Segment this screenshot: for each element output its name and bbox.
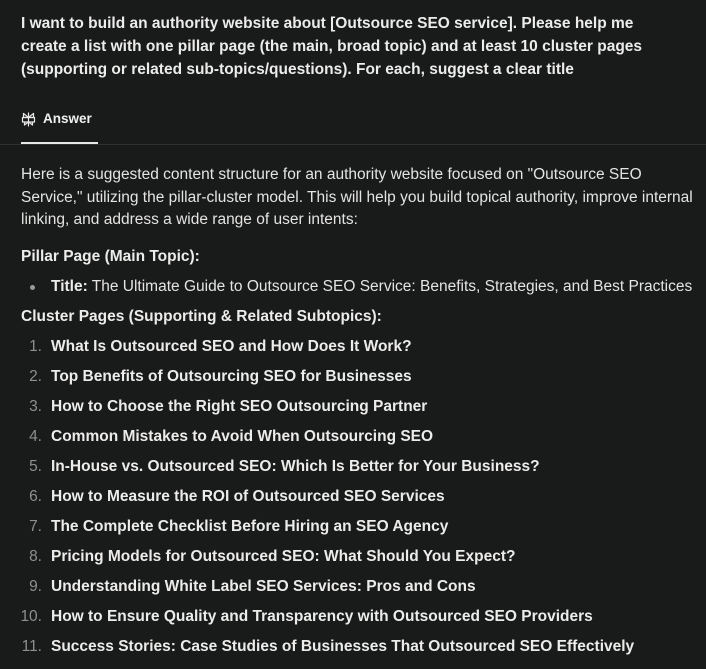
list-item-number: 2. xyxy=(29,368,42,385)
list-item-title: How to Choose the Right SEO Outsourcing Partner xyxy=(51,398,428,415)
list-item-title: The Complete Checklist Before Hiring an SEO Agency xyxy=(51,518,449,535)
list-item-number: 5. xyxy=(29,458,42,475)
pillar-item-label: Title: xyxy=(51,278,88,295)
list-item xyxy=(0,487,706,517)
list-item-number: 11. xyxy=(21,638,42,655)
cluster-heading: Cluster Pages (Supporting & Related Subtopics): xyxy=(21,308,382,325)
list-item xyxy=(0,367,706,397)
list-item xyxy=(0,427,706,457)
list-item-number: 7. xyxy=(29,518,42,535)
list-item-title: Success Stories: Case Studies of Businesses That Outsourced SEO Effectively xyxy=(51,638,635,655)
tab-divider xyxy=(0,144,706,145)
list-item-number: 8. xyxy=(29,548,42,565)
list-item-title: In-House vs. Outsourced SEO: Which Is Better for Your Business? xyxy=(51,458,540,475)
bullet-icon xyxy=(30,285,35,290)
list-item-number: 4. xyxy=(29,428,42,445)
list-item xyxy=(0,517,706,547)
list-item xyxy=(0,337,706,367)
list-item xyxy=(0,577,706,607)
list-item-number: 6. xyxy=(29,488,42,505)
list-item xyxy=(0,457,706,487)
user-query: I want to build an authority website about [Outsource SEO service]. Please help me create a list with one pillar page (the main, broad topic) and at least 10 cluster pages (supporting or related sub-topics/questions). For each, suggest a clear title xyxy=(21,15,643,78)
list-item xyxy=(0,397,706,427)
answer-intro: Here is a suggested content structure for an authority website focused on "Outsource SEO Service," utilizing the pillar-cluster model. This will help you build topical authority, improve internal linking, and address a wide range of user intents: xyxy=(21,166,693,228)
pillar-item-content xyxy=(51,277,692,297)
list-item-number: 3. xyxy=(29,398,42,415)
list-item-title: Understanding White Label SEO Services: Pros and Cons xyxy=(51,578,476,595)
list-item xyxy=(0,607,706,637)
list-item-title: Top Benefits of Outsourcing SEO for Businesses xyxy=(51,368,412,385)
list-item-title: How to Measure the ROI of Outsourced SEO Services xyxy=(51,488,445,505)
list-item xyxy=(0,547,706,577)
list-item-number: 10. xyxy=(20,608,42,625)
list-item-title: Pricing Models for Outsourced SEO: What Should You Expect? xyxy=(51,548,516,565)
tab-answer[interactable] xyxy=(21,108,92,146)
perplexity-icon xyxy=(21,112,36,127)
tab-answer-label: Answer xyxy=(43,111,92,126)
list-item-number: 9. xyxy=(29,578,42,595)
list-item-title: How to Ensure Quality and Transparency with Outsourced SEO Providers xyxy=(51,608,593,625)
list-item xyxy=(0,637,706,667)
pillar-heading: Pillar Page (Main Topic): xyxy=(21,248,200,265)
pillar-item-text: The Ultimate Guide to Outsource SEO Service: Benefits, Strategies, and Best Practices xyxy=(87,278,693,295)
cluster-list xyxy=(0,337,706,667)
list-item-title: What Is Outsourced SEO and How Does It Work? xyxy=(51,338,412,355)
list-item-number: 1. xyxy=(29,338,42,355)
list-item-title: Common Mistakes to Avoid When Outsourcing SEO xyxy=(51,428,434,445)
